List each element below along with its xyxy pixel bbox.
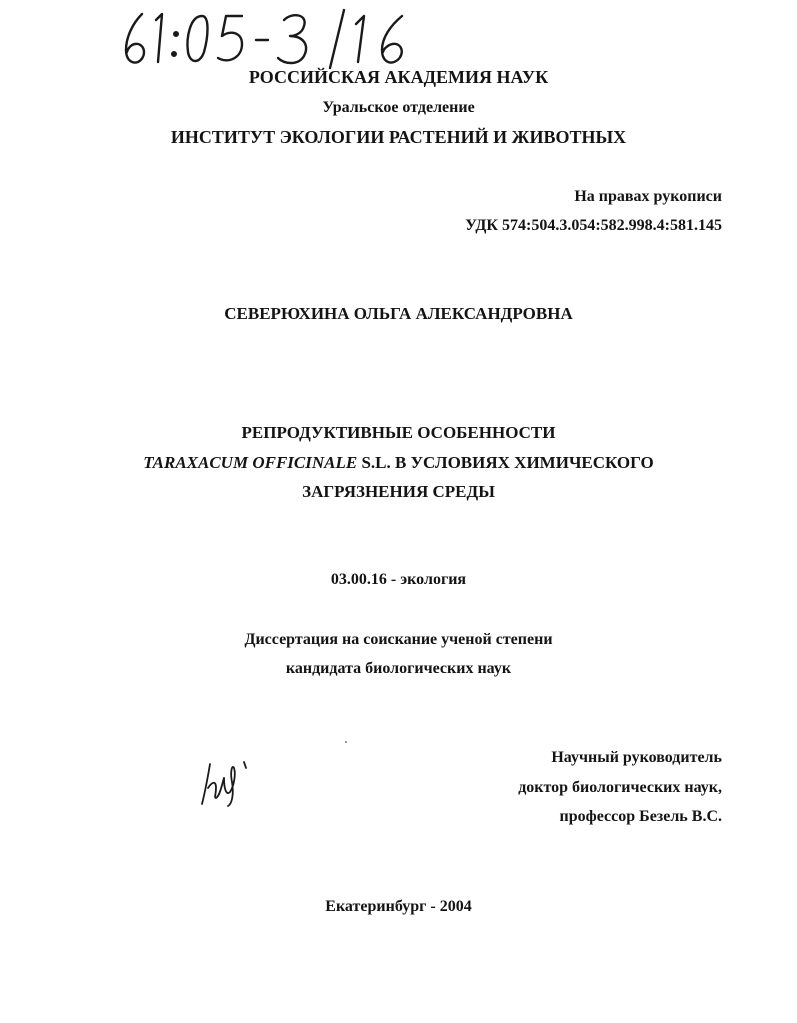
supervisor-degree: доктор биологических наук, bbox=[518, 779, 722, 796]
title-line-3: ЗАГРЯЗНЕНИЯ СРЕДЫ bbox=[302, 482, 495, 501]
specialty: 03.00.16 - экология bbox=[330, 571, 467, 588]
title-line-1: РЕПРОДУКТИВНЫЕ ОСОБЕННОСТИ bbox=[241, 423, 556, 442]
supervisor-name: профессор Безель В.С. bbox=[559, 808, 722, 825]
supervisor-role: Научный руководитель bbox=[551, 749, 722, 766]
author-name: СЕВЕРЮХИНА ОЛЬГА АЛЕКСАНДРОВНА bbox=[224, 304, 573, 323]
manuscript-rights: На правах рукописи bbox=[574, 188, 722, 205]
handwritten-archive-number bbox=[118, 8, 428, 70]
branch-name: Уральское отделение bbox=[322, 99, 475, 116]
place-year: Екатеринбург - 2004 bbox=[325, 898, 472, 915]
institute-name: ИНСТИТУТ ЭКОЛОГИИ РАСТЕНИЙ И ЖИВОТНЫХ bbox=[170, 127, 627, 147]
degree-line-1: Диссертация на соискание ученой степени bbox=[244, 631, 553, 648]
degree-line-2: кандидата биологических наук bbox=[285, 660, 512, 677]
udc-code: УДК 574:504.3.054:582.998.4:581.145 bbox=[465, 217, 722, 234]
scan-speck bbox=[345, 741, 347, 743]
species-name: TARAXACUM OFFICINALE bbox=[143, 453, 358, 472]
title-line-2 bbox=[0, 454, 797, 471]
academy-name: РОССИЙСКАЯ АКАДЕМИЯ НАУК bbox=[248, 67, 549, 87]
handwritten-signature bbox=[198, 758, 256, 808]
title-line-2-rest: S.L. В УСЛОВИЯХ ХИМИЧЕСКОГО bbox=[357, 453, 654, 472]
